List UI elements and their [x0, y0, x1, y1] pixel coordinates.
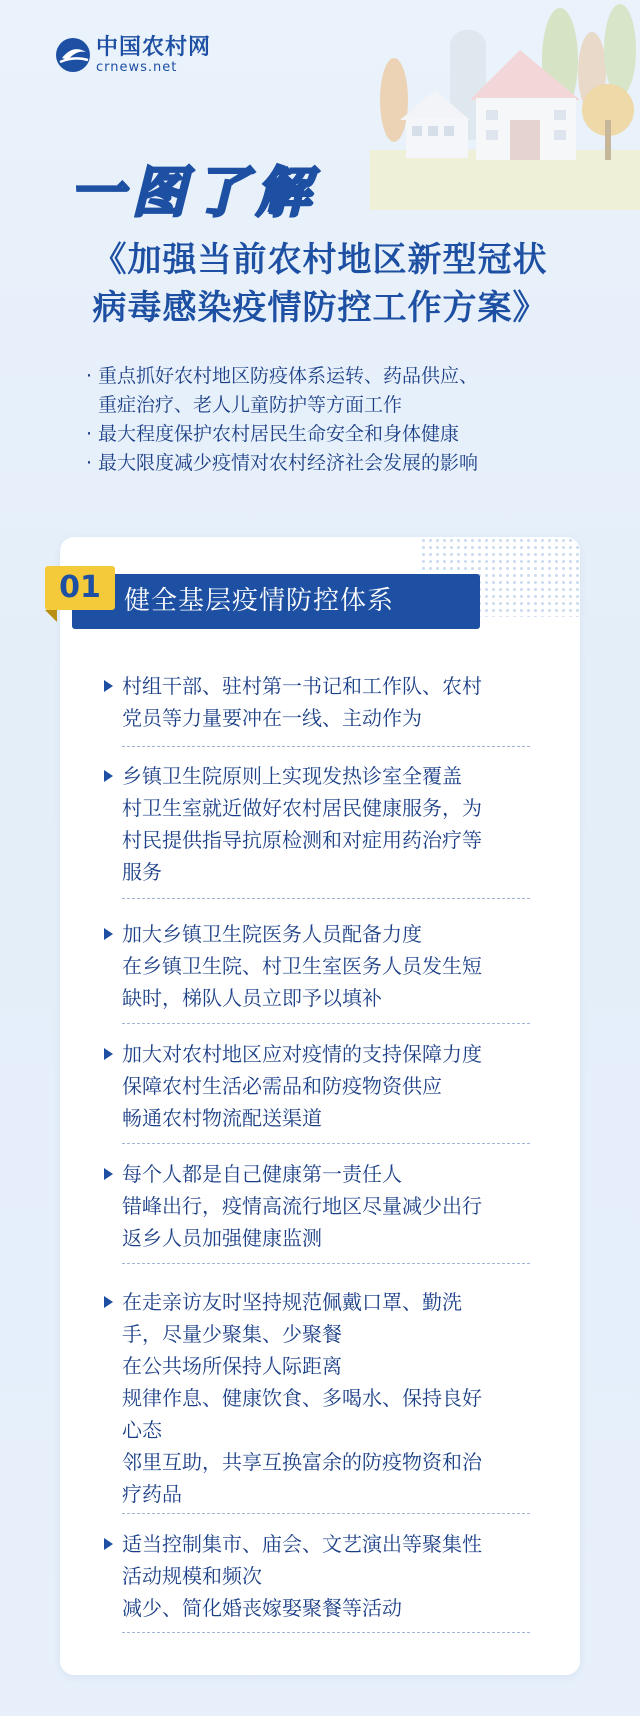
list-item: 村组干部、驻村第一书记和工作队、农村 党员等力量要冲在一线、主动作为 — [104, 670, 534, 734]
divider — [122, 898, 530, 899]
hero-title: 一图了解 — [70, 161, 318, 224]
divider — [122, 746, 530, 747]
summary-bullets — [86, 362, 606, 478]
triangle-bullet-icon — [104, 1538, 113, 1550]
divider — [122, 1023, 530, 1024]
triangle-bullet-icon — [104, 1168, 113, 1180]
summary-bullet: · 重点抓好农村地区防疫体系运转、药品供应、 重症治疗、老人儿童防护等方面工作 — [86, 362, 606, 420]
subtitle-line-1: 《加强当前农村地区新型冠状 — [92, 240, 548, 280]
triangle-bullet-icon — [104, 680, 113, 692]
list-item: 加大乡镇卫生院医务人员配备力度 在乡镇卫生院、村卫生室医务人员发生短 缺时，梯队人员立即予以填补 — [104, 918, 534, 1014]
logo-icon — [54, 36, 92, 74]
list-item: 每个人都是自己健康第一责任人 错峰出行，疫情高流行地区尽量减少出行 返乡人员加强健康监测 — [104, 1158, 534, 1254]
logo-cn-text: 中国农村网 — [96, 34, 212, 60]
section-number-badge: 01 — [45, 566, 115, 610]
list-item: 适当控制集市、庙会、文艺演出等聚集性 活动规模和频次 减少、简化婚丧嫁娶聚餐等活动 — [104, 1528, 534, 1624]
summary-bullet: · 最大程度保护农村居民生命安全和身体健康 — [86, 420, 606, 449]
divider — [122, 1513, 530, 1514]
divider — [122, 1632, 530, 1633]
divider — [122, 1143, 530, 1144]
section-title: 健全基层疫情防控体系 — [72, 574, 480, 629]
site-logo[interactable] — [54, 36, 211, 74]
summary-bullet: · 最大限度减少疫情对农村经济社会发展的影响 — [86, 449, 606, 478]
subtitle-line-2: 病毒感染疫情防控工作方案》 — [92, 288, 548, 328]
logo-en-text: crnews.net — [96, 59, 178, 75]
list-item: 加大对农村地区应对疫情的支持保障力度 保障农村生活必需品和防疫物资供应 畅通农村物流配送渠道 — [104, 1038, 534, 1134]
triangle-bullet-icon — [104, 928, 113, 940]
triangle-bullet-icon — [104, 1296, 113, 1308]
divider — [122, 1263, 530, 1264]
list-item: 乡镇卫生院原则上实现发热诊室全覆盖 村卫生室就近做好农村居民健康服务，为 村民提供指导抗原检测和对症用药治疗等 服务 — [104, 760, 534, 888]
list-item: 在走亲访友时坚持规范佩戴口罩、勤洗 手，尽量少聚集、少聚餐 在公共场所保持人际距离 规律作息、健康饮食、多喝水、保持良好 心态 邻里互助，共享互换富余的防疫物资和治 疗药品 — [104, 1286, 534, 1510]
badge-fold — [45, 610, 57, 622]
triangle-bullet-icon — [104, 770, 113, 782]
triangle-bullet-icon — [104, 1048, 113, 1060]
farm-illustration — [340, 0, 640, 210]
